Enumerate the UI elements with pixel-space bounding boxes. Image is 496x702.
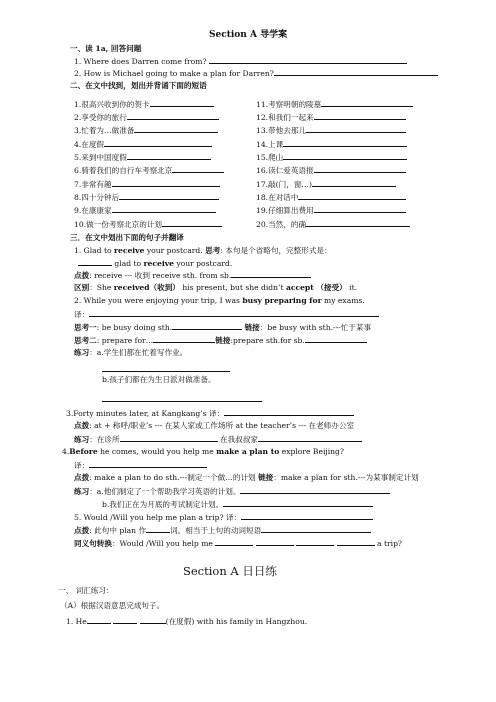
think-2: 思考二: prepare for… 链接:prepare sth.for sb.	[74, 335, 367, 346]
sentence-5: 5. Would /Will you help me plan a trip? 译：	[74, 512, 373, 523]
phrase-item: 9.在康康家	[74, 205, 216, 216]
phrase-item: 15.爬山	[256, 152, 407, 163]
phrase-item: 16.读仁爱英语报	[256, 165, 406, 176]
answer-line	[102, 364, 230, 375]
tip-4: 点拨: make a plan to do sth.---制定一个做…的计划 链接：make a plan for sth.---为某事制定计划	[74, 473, 419, 482]
section-heading-3: 三．在文中划出下面的句子并翻译	[70, 233, 184, 242]
sentence-1: 1. Glad to receive your postcard. 思考: 本句是个省略句，完整形式是：	[74, 246, 332, 255]
practice-3: 练习：在诊所 在我叔叔家	[74, 434, 362, 445]
phrase-item: 14.上课	[256, 139, 407, 150]
phrase-item: 19.仔细算出费用	[256, 205, 406, 216]
section-heading-2: 二、在文中找到，划出并背诵下面的短语	[70, 81, 207, 90]
phrase-item: 17.敲(门，窗…)	[256, 179, 396, 190]
phrase-item: 2.享受你的旅行	[74, 112, 219, 123]
phrase-item: 8.四十分钟后	[74, 192, 219, 203]
answer-blank	[274, 68, 438, 76]
sentence-1-full: glad to receive your postcard.	[78, 258, 232, 269]
phrase-item: 5.来到中国度假	[74, 152, 211, 163]
phrase-item: 4.在度假	[74, 139, 212, 150]
tip-5: 点拨: 此句中 plan 作 词。相当于上句的动词短语	[74, 525, 371, 536]
difference-note: 区别：She received（收到） his present, but she didn’t accept （接受） it.	[74, 283, 358, 292]
section-heading-1: 一、读 1a, 回答问题	[70, 44, 142, 53]
practice-2b: b.孩子们都在为生日派对做准备。	[102, 375, 216, 384]
page-title: Section A 导学案	[209, 30, 288, 40]
phrase-item: 1.很高兴收到你的贺卡	[74, 99, 214, 110]
vocab-heading: 一、 词汇练习：	[58, 586, 114, 595]
daily-practice-title: Section A 日日练	[183, 564, 277, 578]
synonym-rewrite: 同义句转换：Would /Will you help me a trip?	[74, 539, 402, 548]
practice-4a: 练习：a.他们制定了一个帮助我学习英语的计划。	[74, 486, 390, 497]
question-1: 1. Where does Darren come from?	[74, 56, 407, 67]
phrase-item: 12.和我们一起来	[256, 112, 406, 123]
question-2: 2. How is Michael going to make a plan for Darren?	[74, 68, 438, 79]
phrase-item: 18.在对话中	[256, 192, 406, 203]
phrase-item: 6.骑着我们的自行车考察北京	[74, 165, 224, 176]
tip-3: 点拨: at + 称呼/职业’s --- 在某人家或工作场所 at the teacher’s --- 在老师办公室	[74, 421, 355, 430]
answer-blank	[209, 56, 407, 64]
phrase-item: 10.做一份考察北京的计划	[74, 219, 222, 230]
phrase-item: 7.非常有趣	[74, 179, 220, 190]
vocab-subheading: （A）根据汉语意思完成句子。	[60, 601, 165, 610]
vocab-question-1: 1. He (在度假) with his family in Hangzhou.	[66, 617, 308, 626]
phrase-item: 11.考察明朝的陵墓	[256, 99, 413, 110]
phrase-item: 20.当然，的确	[256, 219, 410, 230]
practice-2a: 练习：a.学生们都在忙着写作业。	[74, 348, 188, 357]
answer-line	[102, 394, 262, 405]
translation-4: 译：	[74, 460, 207, 471]
tip-1: 点拨: receive --- 收到 receive sth. from sb.	[74, 270, 311, 281]
practice-4b: b.我们正在为月底的考试制定计划。	[102, 499, 373, 510]
translation-2: 译：	[74, 309, 379, 320]
sentence-3: 3.Forty minutes later, at Kangkang’s 译：	[66, 408, 354, 419]
think-1: 思考一: be busy doing sth. 链接：be busy with sth.---忙于某事	[74, 323, 372, 332]
sentence-4: 4.Before he comes, would you help me make a plan to explore Beijing?	[62, 447, 344, 456]
phrase-item: 13.带他去那儿	[256, 125, 406, 136]
sentence-2: 2. While you were enjoying your trip, I was busy preparing for my exams.	[74, 296, 365, 305]
phrase-item: 3.忙着为…做准备	[74, 125, 218, 136]
